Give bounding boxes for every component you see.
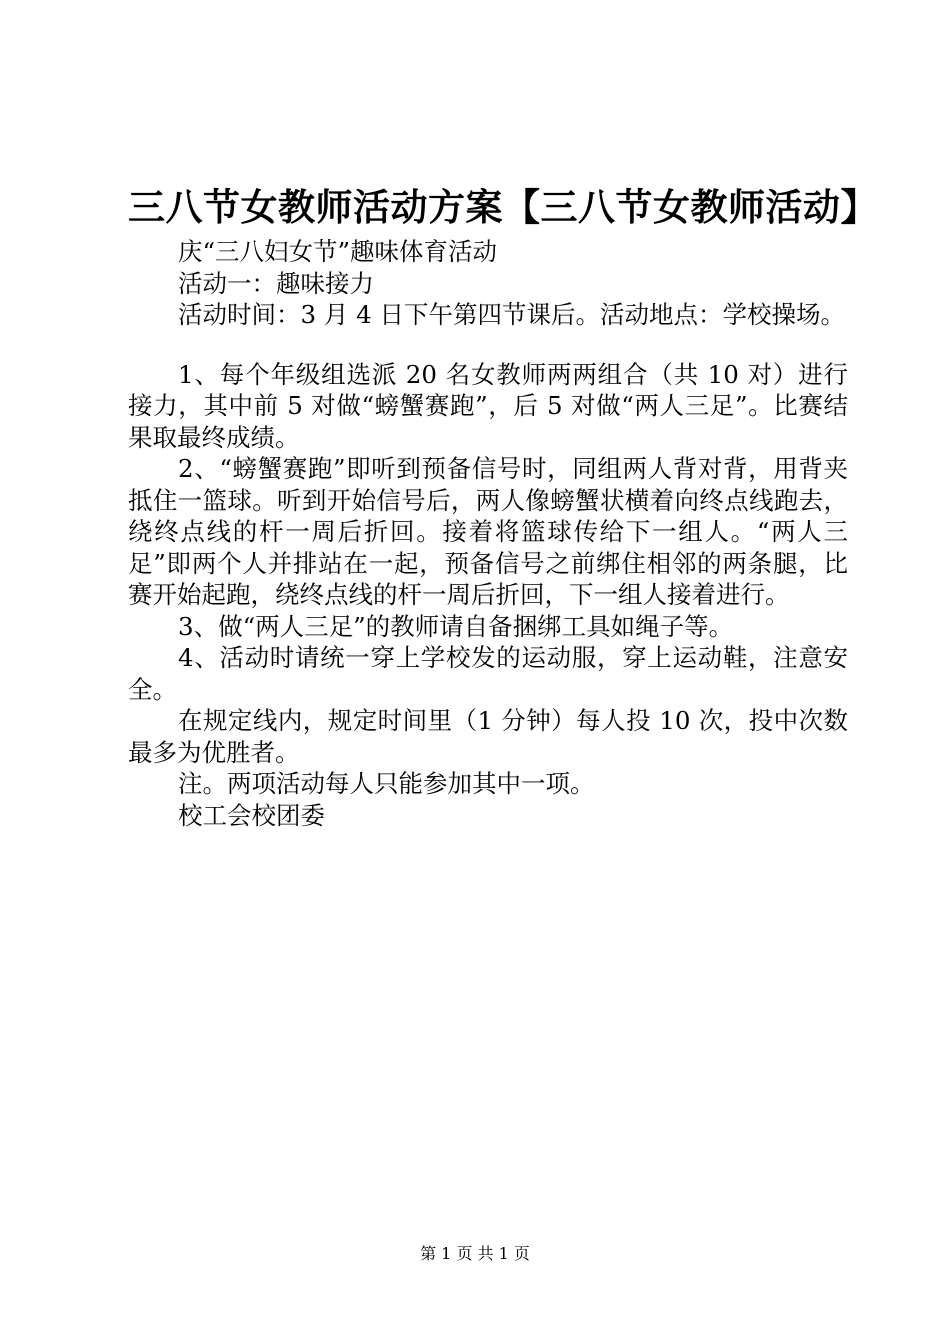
- rule-paragraph-2: 2、“螃蟹赛跑”即听到预备信号时，同组两人背对背，用背夹抵住一篮球。听到开始信号后，两人像螃蟹状横着向终点线跑去，绕终点线的杆一周后折回。接着将篮球传给下一组人。“两人三足”即两个人并排站在一起，预备信号之前绑住相邻的两条腿，比赛开始起跑，绕终点线的杆一周后折回，下一组人接着进行。: [128, 454, 848, 609]
- rule-paragraph-4: 4、活动时请统一穿上学校发的运动服，穿上运动鞋，注意安全。: [128, 643, 848, 704]
- rule-paragraph-1: 1、每个年级组选派 20 名女教师两两组合（共 10 对）进行接力，其中前 5 对做“螃蟹赛跑”，后 5 对做“两人三足”。比赛结果取最终成绩。: [128, 359, 848, 452]
- signature-line: 校工会校团委: [178, 800, 325, 830]
- event-name-line: 庆“三八妇女节”趣味体育活动: [178, 237, 498, 266]
- document-title: 三八节女教师活动方案【三八节女教师活动】: [128, 186, 878, 229]
- page-footer: 第 1 页 共 1 页: [420, 1244, 530, 1263]
- time-place-line: 活动时间：3 月 4 日下午第四节课后。活动地点：学校操场。: [178, 300, 846, 329]
- paragraph-gap: [128, 331, 848, 359]
- activity-one-line: 活动一：趣味接力: [178, 268, 374, 298]
- shooting-rule-paragraph: 在规定线内，规定时间里（1 分钟）每人投 10 次，投中次数最多为优胜者。: [128, 706, 848, 767]
- note-line: 注。两项活动每人只能参加其中一项。: [178, 769, 595, 798]
- document-body: [128, 236, 848, 831]
- rule-paragraph-3: 3、做“两人三足”的教师请自备捆绑工具如绳子等。: [178, 611, 734, 641]
